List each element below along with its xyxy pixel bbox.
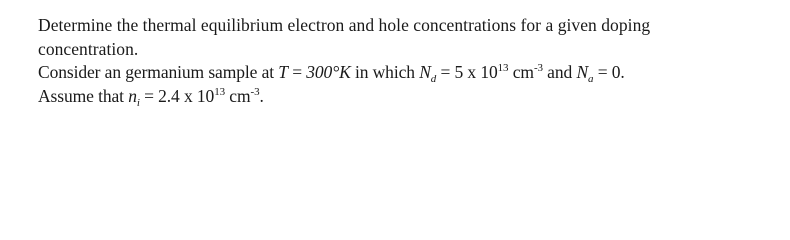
problem-line-2: concentration. (38, 38, 139, 59)
unit-cm-2: cm (225, 85, 251, 106)
problem-line-1: Determine the thermal equilibrium electron and hole concentrations for a given doping (38, 15, 651, 35)
temperature-symbol: T (278, 62, 288, 82)
equals-1: = (287, 62, 307, 82)
donor-subscript: d (430, 73, 437, 85)
donor-concentration-symbol: N (419, 62, 431, 82)
acceptor-value: = 0. (593, 62, 625, 82)
line3-text-3: and (542, 62, 577, 82)
acceptor-concentration-symbol: N (576, 62, 589, 82)
intrinsic-exponent: 13 (214, 85, 226, 98)
donor-value: = 5 x 10 (436, 62, 498, 82)
line3-text-1: Consider an germanium sample at (38, 62, 279, 82)
problem-text-block (38, 14, 778, 108)
temperature-value: 300°K (306, 62, 351, 82)
problem-line-3 (38, 61, 778, 85)
line4-period: . (259, 85, 264, 106)
problem-line-4 (38, 85, 778, 109)
intrinsic-subscript: i (136, 96, 140, 109)
line4-text-1: Assume that (38, 85, 129, 106)
line3-text-2: in which (350, 62, 420, 82)
donor-exponent: 13 (497, 62, 509, 74)
intrinsic-concentration-symbol: n (128, 85, 137, 106)
unit-cm-1: cm (508, 62, 534, 82)
unit-exponent-2: -3 (250, 85, 260, 98)
acceptor-subscript: a (588, 73, 594, 85)
intrinsic-value: = 2.4 x 10 (139, 85, 215, 106)
unit-exponent-1: -3 (533, 62, 543, 74)
